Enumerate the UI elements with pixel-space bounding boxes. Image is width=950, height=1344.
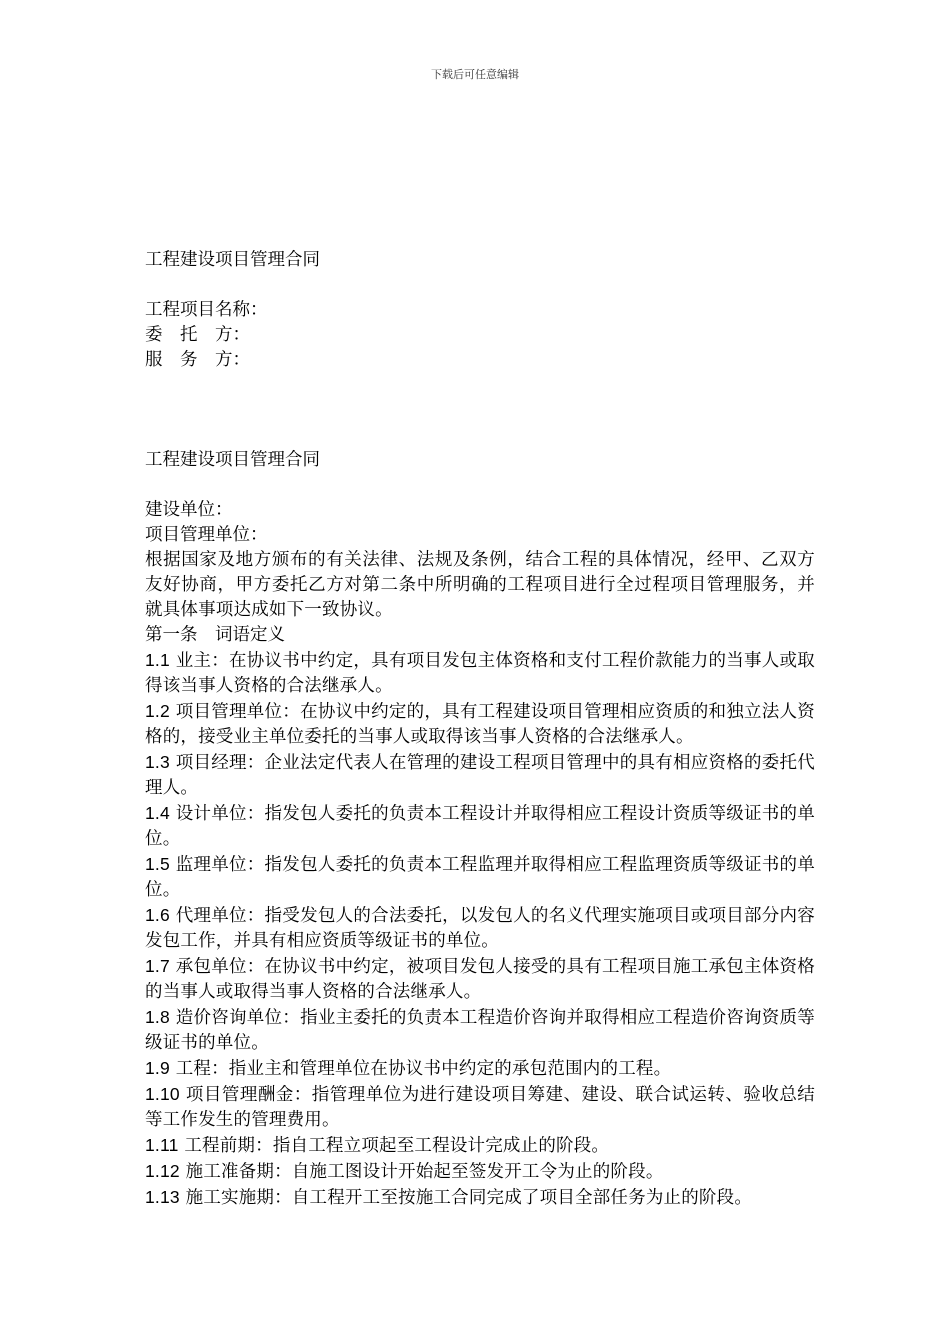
intro-paragraph: 根据国家及地方颁布的有关法律、法规及条例，结合工程的具体情况，经甲、乙双方友好协商，甲方委托乙方对第二条中所明确的工程项目进行全过程项目管理服务，并就具体事项达成如下一致协议。 <box>145 550 815 620</box>
document-content <box>145 248 815 1211</box>
spacer <box>145 273 815 298</box>
contract-title: 工程建设项目管理合同 <box>145 450 320 470</box>
clause-number: 1.9 <box>145 1058 170 1078</box>
clause-text: 业主：在协议书中约定，具有项目发包主体资格和支付工程价款能力的当事人或取得该当事人资格的合法继承人。 <box>145 651 815 696</box>
clause-number: 1.7 <box>145 956 170 976</box>
clause-text: 设计单位：指发包人委托的负责本工程设计并取得相应工程设计资质等级证书的单位。 <box>145 804 815 849</box>
clause-list <box>145 648 815 1211</box>
clause-item <box>145 699 815 750</box>
clause-text: 施工准备期：自施工图设计开始起至签发开工令为止的阶段。 <box>179 1162 664 1182</box>
clause-item <box>145 1082 815 1133</box>
clause-item <box>145 801 815 852</box>
client-label: 委 托 方： <box>145 325 250 345</box>
spacer <box>145 473 815 498</box>
clause-item <box>145 750 815 801</box>
clause-item <box>145 1133 815 1159</box>
clause-item <box>145 903 815 954</box>
clause-text: 项目经理：企业法定代表人在管理的建设工程项目管理中的具有相应资格的委托代理人。 <box>145 753 815 798</box>
clause-text: 施工实施期：自工程开工至按施工合同完成了项目全部任务为止的阶段。 <box>179 1188 753 1208</box>
project-name-label: 工程项目名称： <box>145 300 268 320</box>
clause-number: 1.10 <box>145 1084 180 1104</box>
clause-number: 1.13 <box>145 1187 180 1207</box>
clause-item <box>145 648 815 699</box>
clause-text: 项目管理酬金：指管理单位为进行建设项目筹建、建设、联合试运转、验收总结等工作发生的管理费用。 <box>145 1085 815 1130</box>
pm-unit-label: 项目管理单位： <box>145 525 268 545</box>
cover-title: 工程建设项目管理合同 <box>145 250 320 270</box>
builder-label: 建设单位： <box>145 500 233 520</box>
article-1-title: 第一条 词语定义 <box>145 625 285 645</box>
clause-number: 1.6 <box>145 905 170 925</box>
clause-item <box>145 1185 815 1211</box>
service-label: 服 务 方： <box>145 350 250 370</box>
clause-number: 1.4 <box>145 803 170 823</box>
clause-number: 1.3 <box>145 752 170 772</box>
clause-text: 监理单位：指发包人委托的负责本工程监理并取得相应工程监理资质等级证书的单位。 <box>145 855 815 900</box>
clause-item <box>145 1159 815 1185</box>
clause-text: 项目管理单位：在协议中约定的，具有工程建设项目管理相应资质的和独立法人资格的，接受业主单位委托的当事人或取得该当事人资格的合法继承人。 <box>145 702 815 747</box>
clause-text: 工程：指业主和管理单位在协议书中约定的承包范围内的工程。 <box>169 1059 672 1079</box>
clause-text: 工程前期：指自工程立项起至工程设计完成止的阶段。 <box>178 1136 610 1156</box>
clause-item <box>145 1056 815 1082</box>
clause-text: 代理单位：指受发包人的合法委托，以发包人的名义代理实施项目或项目部分内容发包工作，并具有相应资质等级证书的单位。 <box>145 906 815 951</box>
clause-text: 造价咨询单位：指业主委托的负责本工程造价咨询并取得相应工程造价咨询资质等级证书的单位。 <box>145 1008 815 1053</box>
clause-item <box>145 852 815 903</box>
clause-item <box>145 1005 815 1056</box>
clause-number: 1.2 <box>145 701 170 721</box>
clause-number: 1.1 <box>145 650 170 670</box>
header-note: 下载后可任意编辑 <box>431 68 519 81</box>
spacer <box>145 373 815 448</box>
clause-text: 承包单位：在协议书中约定，被项目发包人接受的具有工程项目施工承包主体资格的当事人或取得当事人资格的合法继承人。 <box>145 957 815 1002</box>
clause-number: 1.11 <box>145 1135 179 1155</box>
clause-number: 1.5 <box>145 854 170 874</box>
clause-number: 1.8 <box>145 1007 170 1027</box>
clause-number: 1.12 <box>145 1161 180 1181</box>
clause-item <box>145 954 815 1005</box>
